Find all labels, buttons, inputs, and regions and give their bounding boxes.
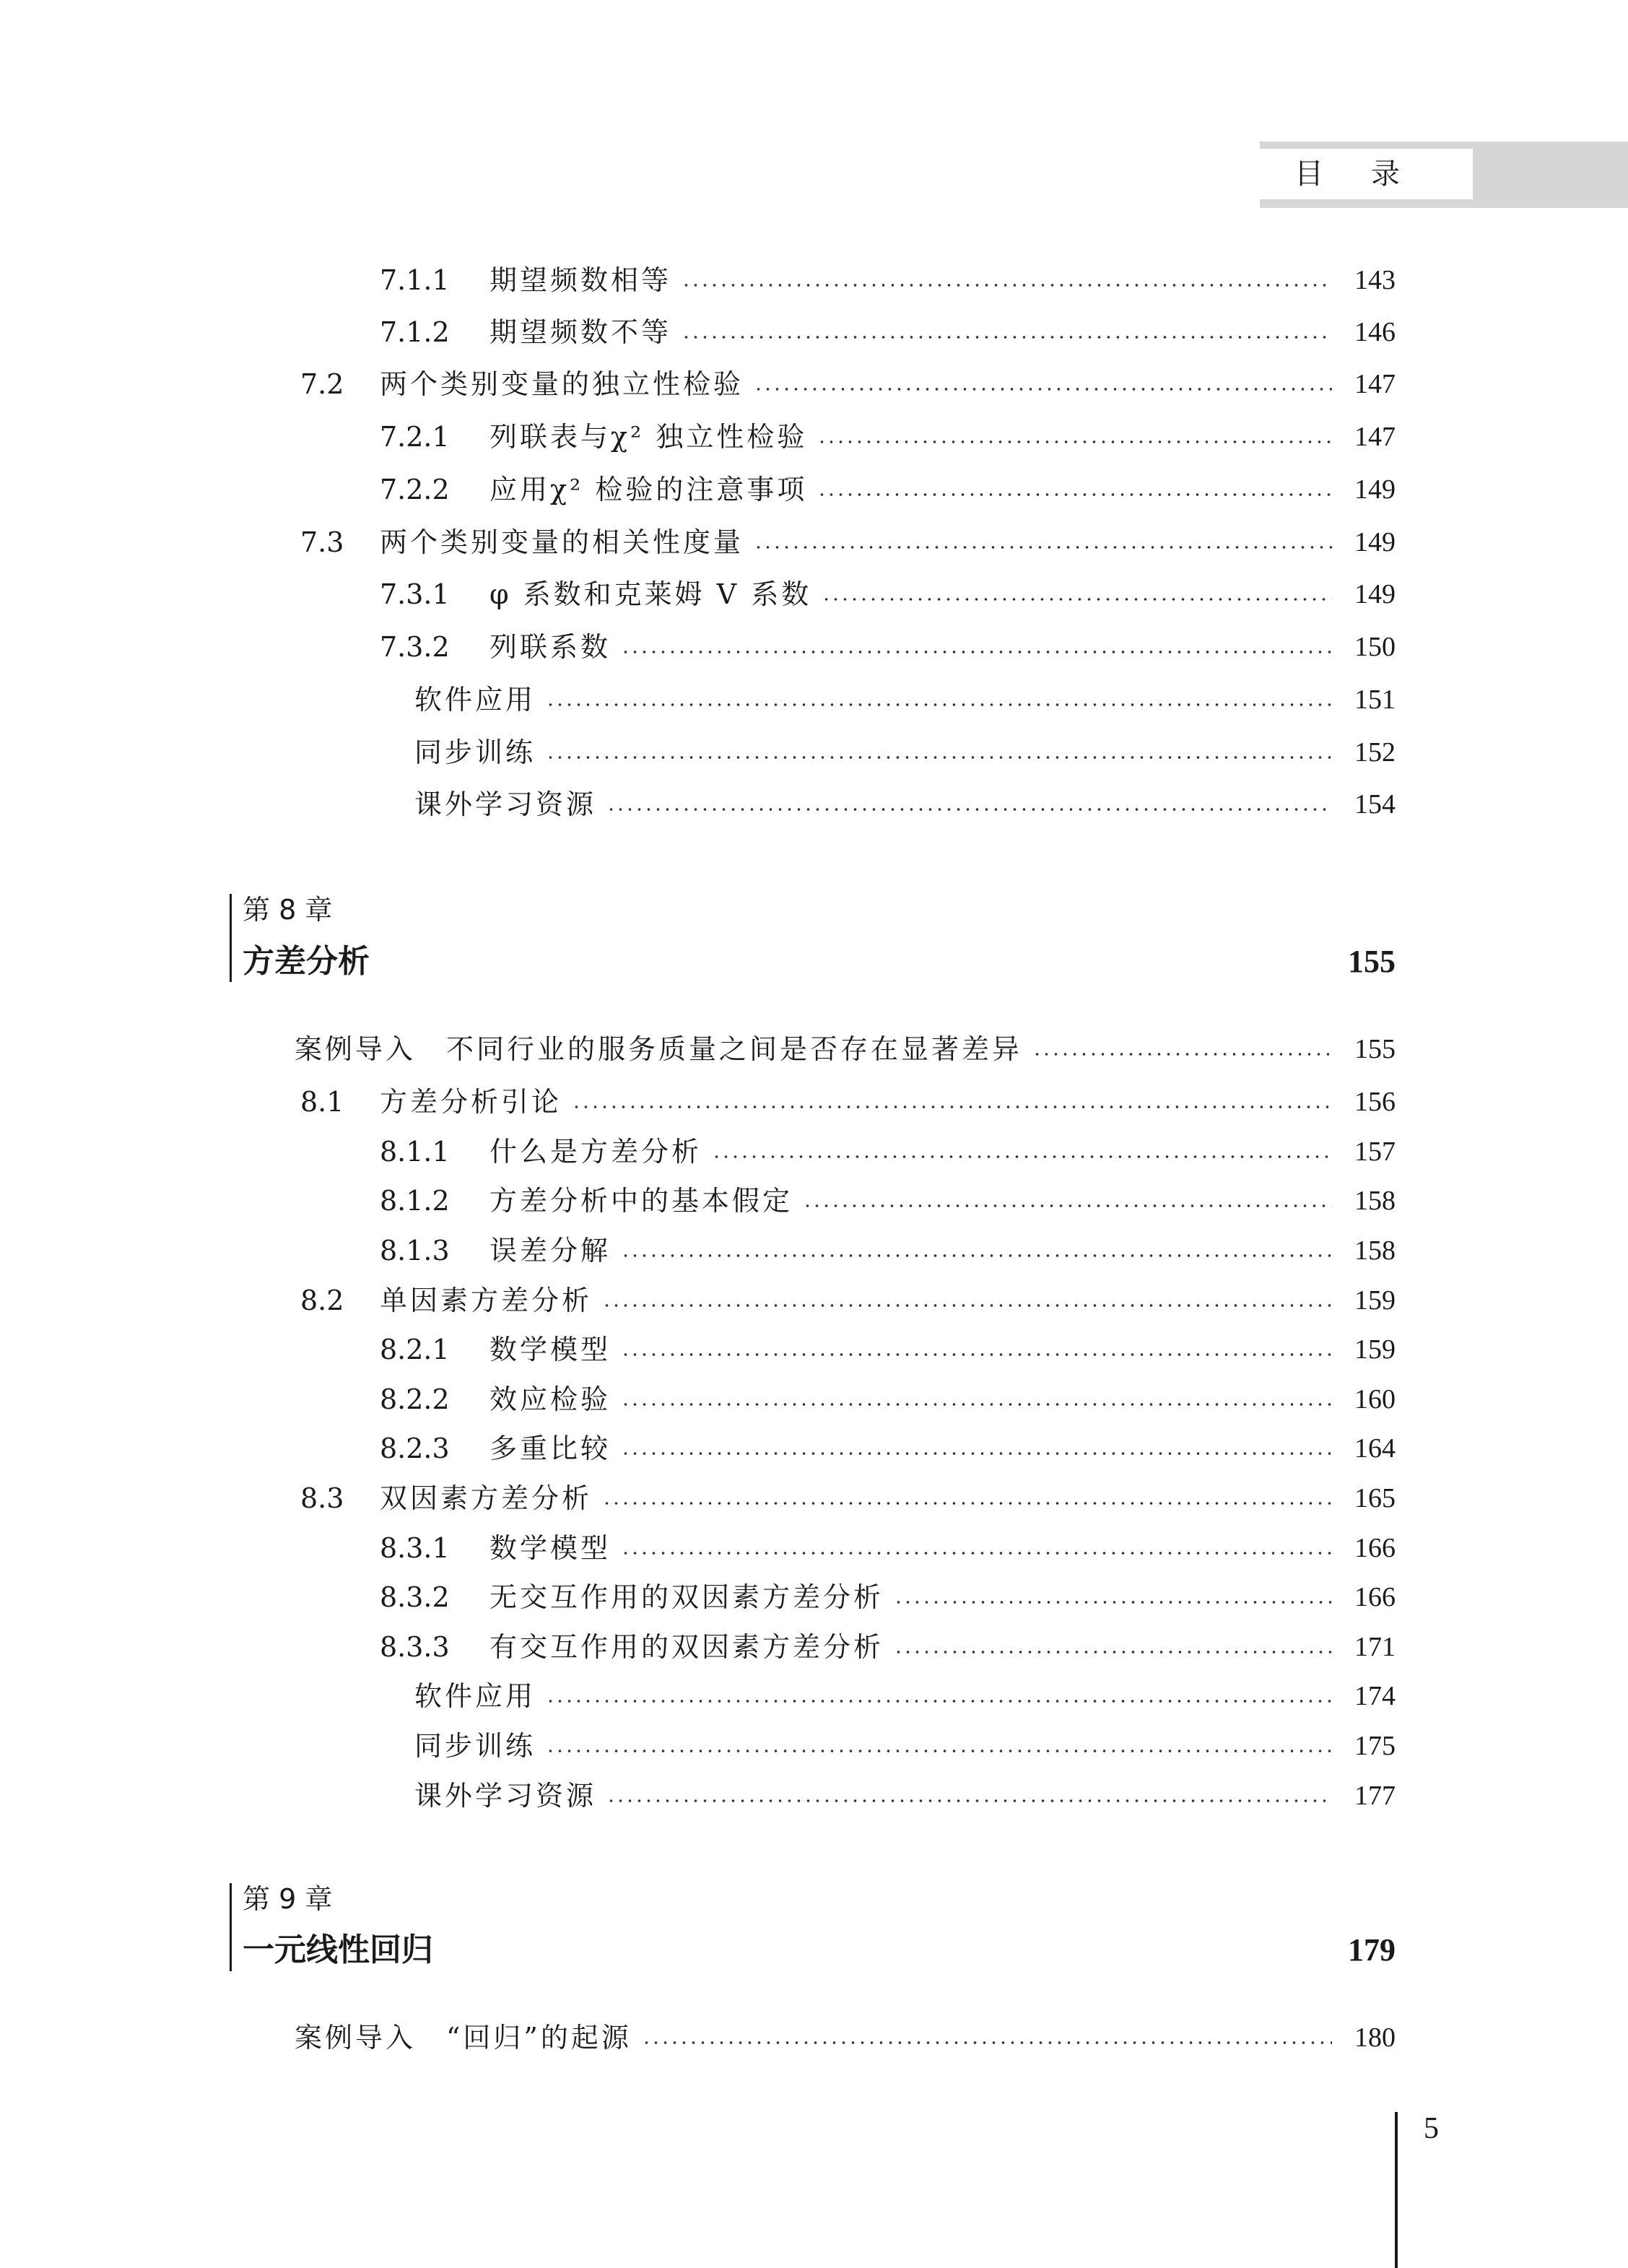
dot-leader	[621, 651, 1332, 653]
toc-entry[interactable]	[380, 418, 1396, 456]
toc-entry[interactable]	[414, 1777, 1396, 1815]
chapter-title[interactable]: 方差分析	[243, 943, 370, 980]
dot-leader	[621, 1552, 1332, 1555]
dot-leader	[602, 1304, 1332, 1307]
dot-leader	[803, 1204, 1332, 1207]
dot-leader	[822, 598, 1332, 601]
dot-leader	[682, 336, 1332, 339]
toc-entry-page: 159	[1354, 1334, 1396, 1365]
toc-entry[interactable]	[380, 1529, 1396, 1567]
footer-rule	[1395, 2112, 1398, 2268]
toc-entry-page: 174	[1354, 1681, 1396, 1711]
toc-entry-number: 8.3.3	[380, 1631, 450, 1663]
toc-entry-title: 方差分析中的基本假定	[489, 1185, 793, 1217]
toc-entry[interactable]	[300, 1480, 1396, 1517]
toc-entry-page: 151	[1354, 685, 1396, 715]
toc-entry[interactable]	[300, 523, 1396, 561]
toc-entry-page: 156	[1354, 1087, 1396, 1117]
dot-leader	[712, 1155, 1332, 1158]
header-label: 目录	[1294, 157, 1448, 191]
toc-entry-number: 8.2.3	[380, 1433, 450, 1464]
toc-entry-title: 期望频数不等	[489, 316, 672, 348]
toc-entry[interactable]	[380, 575, 1396, 613]
chapter-page: 155	[1348, 944, 1396, 979]
toc-entry-page: 152	[1354, 737, 1396, 768]
chapter-page: 179	[1348, 1932, 1396, 1968]
dot-leader	[572, 1105, 1332, 1108]
toc-entry-title: 软件应用	[414, 1680, 536, 1712]
toc-entry-page: 146	[1354, 317, 1396, 347]
dot-leader	[754, 388, 1332, 391]
toc-entry-title: 列联表与χ² 独立性检验	[489, 421, 808, 453]
toc-entry-number: 8.3	[300, 1482, 344, 1514]
toc-entry-page: 166	[1354, 1582, 1396, 1612]
toc-entry[interactable]	[414, 734, 1396, 771]
toc-entry-number: 7.3.1	[380, 578, 450, 610]
toc-entry-title: 方差分析引论	[380, 1086, 562, 1118]
dot-leader	[602, 1502, 1332, 1505]
toc-entry-title: 应用χ² 检验的注意事项	[489, 474, 808, 505]
chapter-title[interactable]: 一元线性回归	[243, 1932, 433, 1968]
dot-leader	[754, 546, 1332, 549]
toc-entry-page: 150	[1354, 632, 1396, 662]
toc-entry-title: 数学模型	[489, 1532, 611, 1564]
toc-entry-page: 177	[1354, 1781, 1396, 1811]
toc-entry-number: 7.3.2	[380, 631, 450, 663]
toc-entry[interactable]	[380, 1232, 1396, 1269]
toc-entry-title: 期望频数相等	[489, 264, 672, 296]
toc-entry-number: 7.1.2	[380, 316, 450, 348]
dot-leader	[894, 1651, 1332, 1654]
toc-entry-page: 149	[1354, 474, 1396, 505]
toc-entry-page: 154	[1354, 789, 1396, 820]
toc-entry[interactable]	[380, 1628, 1396, 1666]
chapter-label: 第 8 章	[243, 894, 333, 926]
toc-entry-title: 多重比较	[489, 1433, 611, 1464]
dot-leader	[621, 1353, 1332, 1356]
toc-entry-number: 8.3.1	[380, 1532, 450, 1564]
toc-entry-title: 软件应用	[414, 684, 536, 716]
toc-entry[interactable]	[380, 1182, 1396, 1220]
dot-leader	[606, 1799, 1332, 1802]
toc-entry-title: 列联系数	[489, 631, 611, 663]
toc-entry-page: 149	[1354, 527, 1396, 557]
toc-entry-title: 双因素方差分析	[380, 1482, 593, 1514]
toc-entry-page: 147	[1354, 422, 1396, 452]
toc-entry-number: 8.1.2	[380, 1185, 450, 1217]
dot-leader	[546, 1750, 1332, 1752]
toc-entry-page: 158	[1354, 1235, 1396, 1266]
toc-entry-title: 课外学习资源	[414, 788, 597, 820]
toc-entry-title: 两个类别变量的相关性度量	[380, 526, 744, 558]
toc-entry-page: 147	[1354, 369, 1396, 399]
dot-leader	[817, 440, 1332, 443]
toc-entry-number: 8.2	[300, 1285, 344, 1316]
toc-entry-page: 166	[1354, 1533, 1396, 1563]
header-tab-inner	[1260, 149, 1473, 199]
toc-entry-number: 8.1.3	[380, 1235, 450, 1266]
dot-leader	[606, 808, 1332, 811]
toc-entry[interactable]	[380, 628, 1396, 666]
toc-entry-page: 165	[1354, 1483, 1396, 1513]
toc-entry[interactable]	[414, 681, 1396, 718]
toc-entry[interactable]	[414, 786, 1396, 823]
dot-leader	[546, 756, 1332, 759]
toc-entry-title: 两个类别变量的独立性检验	[380, 368, 744, 400]
chapter-bar	[230, 894, 232, 982]
toc-entry-page: 149	[1354, 579, 1396, 609]
toc-entry-title: 什么是方差分析	[489, 1136, 702, 1168]
toc-entry[interactable]	[380, 1331, 1396, 1368]
toc-entry-title: φ 系数和克莱姆 V 系数	[489, 578, 812, 610]
chapter-label: 第 9 章	[243, 1883, 333, 1915]
toc-entry-page: 164	[1354, 1433, 1396, 1464]
toc-entry-page: 175	[1354, 1731, 1396, 1761]
dot-leader	[621, 1403, 1332, 1406]
toc-entry[interactable]	[300, 1083, 1396, 1121]
toc-entry-page: 157	[1354, 1137, 1396, 1167]
dot-leader	[546, 703, 1332, 706]
toc-entry[interactable]	[380, 1133, 1396, 1170]
toc-entry-page: 143	[1354, 265, 1396, 295]
toc-entry-title: 有交互作用的双因素方差分析	[489, 1631, 884, 1663]
toc-entry-title: 同步训练	[414, 737, 536, 768]
dot-leader	[817, 493, 1332, 496]
toc-entry-page: 160	[1354, 1384, 1396, 1415]
dot-leader	[546, 1700, 1332, 1703]
toc-entry-number: 7.1.1	[380, 264, 450, 296]
toc-entry[interactable]	[380, 313, 1396, 351]
chapter-bar	[230, 1883, 232, 1971]
toc-entry-number: 7.2	[300, 368, 344, 400]
toc-entry[interactable]	[380, 1578, 1396, 1616]
toc-entry[interactable]	[414, 1677, 1396, 1715]
toc-entry-page: 180	[1354, 2022, 1396, 2053]
toc-entry-page: 159	[1354, 1285, 1396, 1316]
dot-leader	[621, 1254, 1332, 1257]
toc-entry-title: 误差分解	[489, 1235, 611, 1266]
toc-entry[interactable]	[380, 1381, 1396, 1418]
toc-entry[interactable]	[295, 1030, 1396, 1068]
toc-entry-number: 7.2.2	[380, 474, 450, 505]
toc-entry[interactable]	[295, 2019, 1396, 2056]
toc-entry-title: 效应检验	[489, 1383, 611, 1415]
toc-entry-number: 8.1.1	[380, 1136, 450, 1168]
toc-entry[interactable]	[300, 365, 1396, 403]
dot-leader	[1032, 1053, 1332, 1056]
dot-leader	[894, 1601, 1332, 1604]
toc-entry-number: 8.1	[300, 1086, 344, 1118]
toc-entry[interactable]	[300, 1282, 1396, 1319]
toc-entry-title: 单因素方差分析	[380, 1285, 593, 1316]
toc-entry-title: 同步训练	[414, 1730, 536, 1762]
dot-leader	[642, 2041, 1332, 2044]
toc-entry-title: 案例导入 不同行业的服务质量之间是否存在显著差异	[295, 1033, 1023, 1065]
toc-entry-title: 数学模型	[489, 1334, 611, 1365]
toc-entry-number: 7.3	[300, 526, 344, 558]
header-tab	[1260, 142, 1628, 208]
toc-entry-title: 课外学习资源	[414, 1780, 597, 1812]
toc-entry-title: 案例导入 “回归”的起源	[295, 2022, 632, 2054]
toc-entry-number: 8.2.1	[380, 1334, 450, 1365]
toc-entry-page: 171	[1354, 1632, 1396, 1662]
dot-leader	[682, 284, 1332, 287]
toc-entry-page: 155	[1354, 1034, 1396, 1064]
toc-entry-number: 7.2.1	[380, 421, 450, 453]
toc-entry-page: 158	[1354, 1186, 1396, 1216]
toc-entry-title: 无交互作用的双因素方差分析	[489, 1581, 884, 1613]
toc-entry[interactable]	[380, 1430, 1396, 1467]
toc-entry[interactable]	[380, 261, 1396, 299]
dot-leader	[621, 1452, 1332, 1455]
toc-entry-number: 8.2.2	[380, 1383, 450, 1415]
toc-entry[interactable]	[380, 471, 1396, 508]
toc-entry[interactable]	[414, 1727, 1396, 1765]
toc-entry-number: 8.3.2	[380, 1581, 450, 1613]
page-number: 5	[1424, 2112, 1439, 2145]
